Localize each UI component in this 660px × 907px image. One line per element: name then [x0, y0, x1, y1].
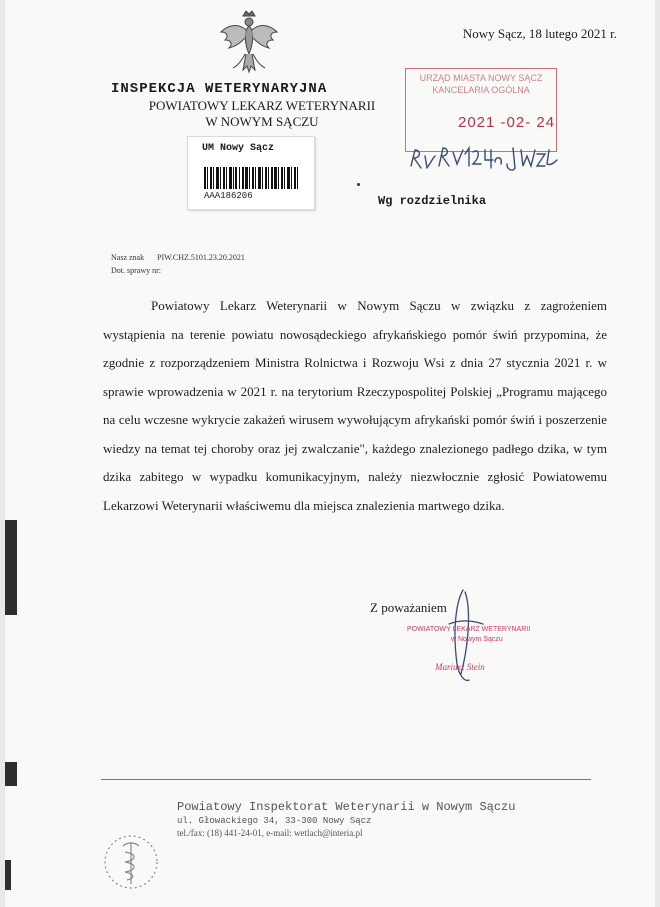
- scan-edge-mark: [5, 762, 17, 786]
- reference-number-label: Nasz znak: [111, 253, 145, 262]
- ink-speck: [357, 183, 360, 186]
- barcode-number: AAA186206: [204, 191, 253, 201]
- letter-date: Nowy Sącz, 18 lutego 2021 r.: [462, 26, 617, 41]
- barcode-icon: [204, 167, 298, 189]
- reference-number-value: PIW.CHZ.5101.23.20.2021: [157, 253, 245, 262]
- signature-stamp-title: POWIATOWY LEKARZ WETERYNARII: [407, 626, 531, 633]
- scan-edge-mark: [5, 860, 11, 890]
- office-name-line1: POWIATOWY LEKARZ WETERYNARII: [148, 98, 376, 113]
- signatory-name: Mariusz Stein: [435, 662, 485, 672]
- footer-contact: tel./fax: (18) 441-24-01, e-mail: wetlach@interia.pl: [177, 828, 363, 838]
- official-signature-stamp: [407, 620, 531, 650]
- reference-number-row: [111, 253, 245, 262]
- case-number-label: Dot. sprawy nr:: [111, 266, 161, 275]
- footer-institution: Powiatowy Inspektorat Weterynarii w Nowym Sączu: [177, 800, 516, 814]
- letter-body: Powiatowy Lekarz Weterynarii w Nowym Sączu w związku z zagrożeniem wystąpienia na terenie powiatu nowosądeckiego afrykańskiego pomór świń przypomina, że zgodnie z rozporządzeniem Ministra Rolnictwa i Rozwoju Wsi z dnia 27 stycznia 2021 r. w sprawie wprowadzenia w 2021 r. na terytorium Rzeczypospolitej Polskiej „Programu mającego na celu wczesne wykrycie zakażeń wirusem wywołującym afrykański pomór świń i poszerzenie wiedzy na temat tej choroby oraz jej zwalczanie", każdego znalezionego padłego dzika, w tym dzika zabitego w wypadku komunikacyjnym, należy niezwłocznie zgłosić Powiatowemu Lekarzowi Weterynarii właściwemu dla miejsca znalezienia martwego dzika.: [103, 298, 607, 513]
- closing-phrase: Z poważaniem: [370, 600, 447, 615]
- signature-stamp-place: w Nowym Sączu: [451, 636, 503, 643]
- receipt-stamp-date: 2021 -02- 24: [458, 114, 556, 131]
- footer-address: ul. Głowackiego 34, 33-300 Nowy Sącz: [177, 816, 372, 826]
- office-name-line2: W NOWYM SĄCZU: [205, 114, 319, 129]
- handwritten-reference-note: [409, 142, 559, 176]
- barcode-label: [187, 136, 315, 210]
- receipt-stamp-office: URZĄD MIASTA NOWY SĄCZ: [419, 73, 543, 83]
- receipt-stamp: [405, 68, 557, 152]
- document-page: [5, 0, 655, 907]
- receipt-stamp-department: KANCELARIA OGÓLNA: [432, 85, 530, 95]
- eagle-emblem-icon: [217, 8, 281, 80]
- barcode-label-office: UM Nowy Sącz: [202, 143, 275, 154]
- footer-divider: [101, 779, 591, 780]
- institution-title: INSPEKCJA WETERYNARYJNA: [111, 81, 328, 97]
- recipient-line: Wg rozdzielnika: [378, 194, 487, 208]
- caduceus-logo-icon: [101, 832, 161, 892]
- scan-edge-mark: [5, 520, 17, 615]
- case-number-row: [111, 266, 161, 275]
